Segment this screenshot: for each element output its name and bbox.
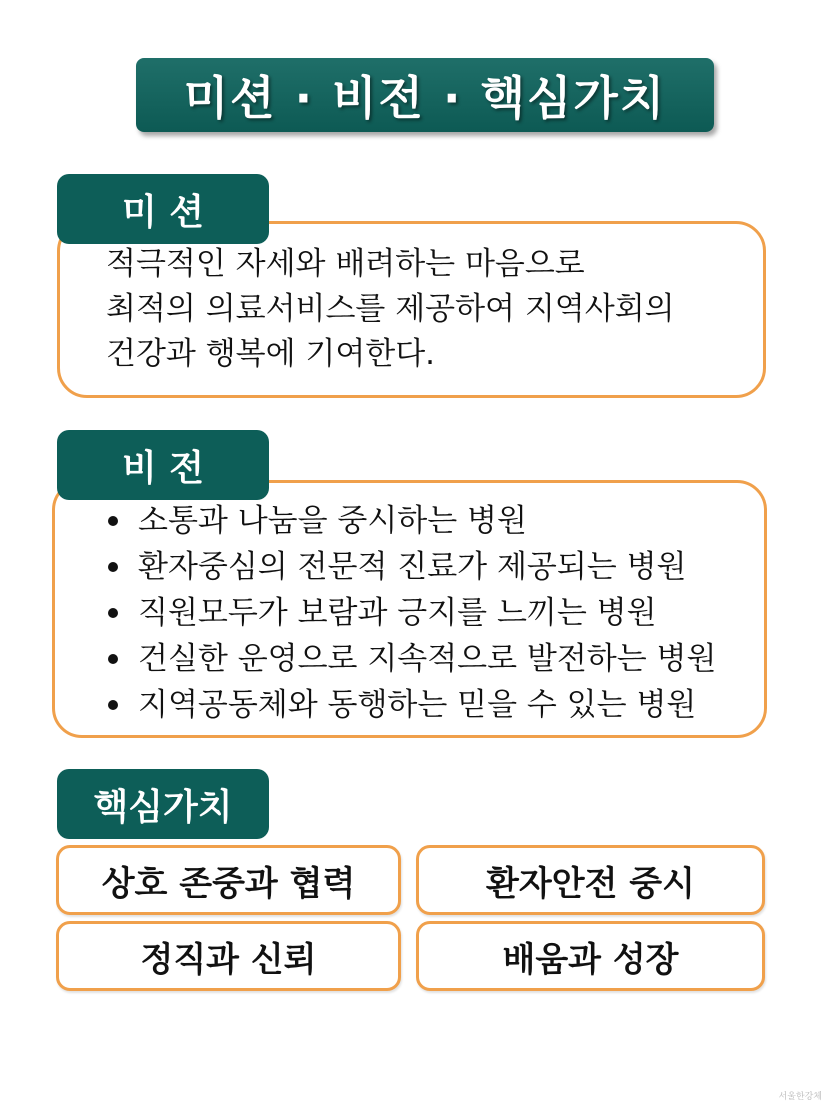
- core-value-text: 환자안전 중시: [486, 863, 695, 904]
- vision-item: [108, 590, 716, 636]
- mission-text: [106, 242, 675, 377]
- core-value-card: [416, 921, 765, 991]
- core-values-heading-tab: [57, 769, 269, 839]
- vision-item-text: 지역공동체와 동행하는 믿을 수 있는 병원: [138, 687, 697, 723]
- core-value-card: [416, 845, 765, 915]
- bullet-icon: [108, 516, 118, 526]
- vision-list: [108, 498, 716, 728]
- core-value-text: 상호 존중과 협력: [101, 863, 356, 904]
- bullet-icon: [108, 608, 118, 618]
- vision-heading: 비 전: [121, 447, 205, 489]
- core-value-card: [56, 845, 401, 915]
- mission-line: 최적의 의료서비스를 제공하여 지역사회의: [106, 291, 675, 327]
- mission-heading-tab: [57, 174, 269, 244]
- watermark: 서울한강체: [778, 1092, 822, 1102]
- core-values-heading: 핵심가치: [93, 786, 233, 828]
- vision-item: [108, 498, 716, 544]
- vision-item: [108, 682, 716, 728]
- title-banner: [136, 58, 714, 132]
- vision-item-text: 소통과 나눔을 중시하는 병원: [138, 503, 527, 539]
- vision-item: [108, 636, 716, 682]
- mission-heading: 미 션: [121, 191, 205, 233]
- vision-item-text: 직원모두가 보람과 긍지를 느끼는 병원: [138, 595, 657, 631]
- core-value-text: 배움과 성장: [502, 939, 679, 980]
- core-value-text: 정직과 신뢰: [140, 939, 317, 980]
- bullet-icon: [108, 700, 118, 710]
- mission-line: 적극적인 자세와 배려하는 마음으로: [106, 246, 585, 282]
- vision-item-text: 환자중심의 전문적 진료가 제공되는 병원: [138, 549, 687, 585]
- vision-item: [108, 544, 716, 590]
- bullet-icon: [108, 654, 118, 664]
- vision-heading-tab: [57, 430, 269, 500]
- vision-item-text: 건실한 운영으로 지속적으로 발전하는 병원: [138, 641, 717, 677]
- core-value-card: [56, 921, 401, 991]
- page-title: 미션 · 비전 · 핵심가치: [183, 71, 667, 125]
- bullet-icon: [108, 562, 118, 572]
- mission-line: 건강과 행복에 기여한다.: [106, 336, 436, 372]
